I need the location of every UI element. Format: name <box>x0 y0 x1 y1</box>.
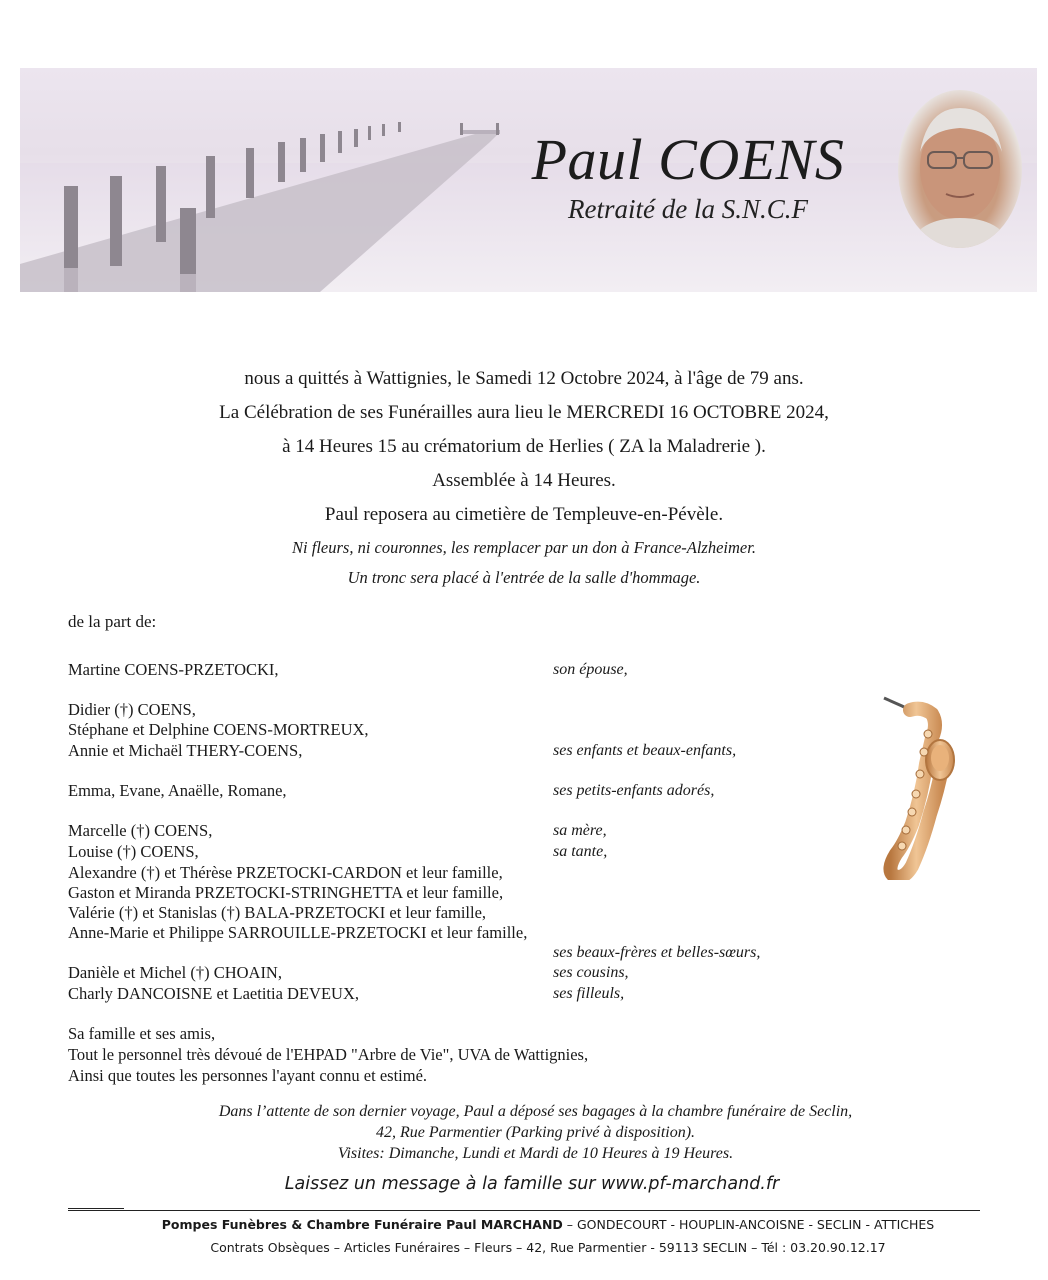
family-row: Danièle et Michel (†) CHOAIN, <box>68 963 282 982</box>
family-row: Charly DANCOISNE et Laetitia DEVEUX, <box>68 984 359 1003</box>
divider <box>68 1208 124 1209</box>
announcement-line: La Célébration de ses Funérailles aura lieu le MERCREDI 16 OCTOBRE 2024, <box>219 402 829 423</box>
visitation-line: 42, Rue Parmentier (Parking privé à disposition). <box>375 1124 696 1141</box>
footer-company-name: Pompes Funèbres & Chambre Funéraire Paul MARCHAND <box>161 1217 563 1232</box>
announcement-line: nous a quittés à Wattignies, le Samedi 12 Octobre 2024, à l'âge de 79 ans. <box>244 368 804 389</box>
family-row: Didier (†) COENS, <box>68 700 196 719</box>
condolence-message-link[interactable]: Laissez un message à la famille sur www.pf-marchand.fr <box>284 1174 780 1194</box>
family-row: Stéphane et Delphine COENS-MORTREUX, <box>68 720 369 739</box>
relation-label: ses beaux-frères et belles-sœurs, <box>553 944 761 961</box>
footer-contact-line: Contrats Obsèques – Articles Funéraires – Fleurs – 42, Rue Parmentier - 59113 SECLIN – Tél : 03.20.90.12.17 <box>210 1240 886 1255</box>
divider <box>68 1210 980 1211</box>
closing-line: Tout le personnel très dévoué de l'EHPAD "Arbre de Vie", UVA de Wattignies, <box>68 1045 589 1064</box>
relation-label: sa tante, <box>553 843 608 860</box>
relation-label: ses petits-enfants adorés, <box>553 782 715 799</box>
announcement-line: Paul reposera au cimetière de Templeuve-en-Pévèle. <box>324 504 724 525</box>
visitation-line: Dans l’attente de son dernier voyage, Paul a déposé ses bagages à la chambre funéraire de Seclin, <box>218 1103 853 1120</box>
family-intro: de la part de: <box>68 612 157 631</box>
announcement-note: Un tronc sera placé à l'entrée de la salle d'hommage. <box>347 568 701 587</box>
deceased-name: Paul COENS <box>531 127 845 192</box>
family-row: Emma, Evane, Anaëlle, Romane, <box>68 781 287 800</box>
family-row: Annie et Michaël THERY-COENS, <box>68 741 303 760</box>
header-banner <box>20 68 1037 292</box>
family-row: Gaston et Miranda PRZETOCKI-STRINGHETTA et leur famille, <box>68 883 504 902</box>
announcement-line: Assemblée à 14 Heures. <box>432 470 616 491</box>
footer-company-line <box>0 1217 1048 1232</box>
deceased-subtitle: Retraité de la S.N.C.F <box>568 194 808 224</box>
announcement-line: à 14 Heures 15 au crématorium de Herlies ( ZA la Maladrerie ). <box>282 436 766 457</box>
relation-label: ses enfants et beaux-enfants, <box>553 742 737 759</box>
family-row: Louise (†) COENS, <box>68 842 199 861</box>
saxophone-icon <box>876 694 960 880</box>
relation-label: ses filleuls, <box>553 985 625 1002</box>
family-row: Martine COENS-PRZETOCKI, <box>68 660 279 679</box>
family-row: Valérie (†) et Stanislas (†) BALA-PRZETOCKI et leur famille, <box>68 903 487 922</box>
closing-line: Ainsi que toutes les personnes l'ayant connu et estimé. <box>68 1066 428 1085</box>
family-row: Anne-Marie et Philippe SARROUILLE-PRZETOCKI et leur famille, <box>68 923 528 942</box>
family-row: Marcelle (†) COENS, <box>68 821 213 840</box>
footer-locations: – GONDECOURT - HOUPLIN-ANCOISNE - SECLIN - ATTICHES <box>562 1217 935 1232</box>
relation-label: sa mère, <box>553 822 607 839</box>
portrait-photo <box>898 90 1022 248</box>
family-row: Alexandre (†) et Thérèse PRZETOCKI-CARDON et leur famille, <box>68 863 503 882</box>
announcement-note: Ni fleurs, ni couronnes, les remplacer par un don à France-Alzheimer. <box>292 538 756 557</box>
closing-line: Sa famille et ses amis, <box>68 1024 216 1043</box>
visitation-line: Visites: Dimanche, Lundi et Mardi de 10 Heures à 19 Heures. <box>337 1145 734 1162</box>
relation-label: ses cousins, <box>553 964 629 981</box>
relation-label: son épouse, <box>553 661 628 678</box>
